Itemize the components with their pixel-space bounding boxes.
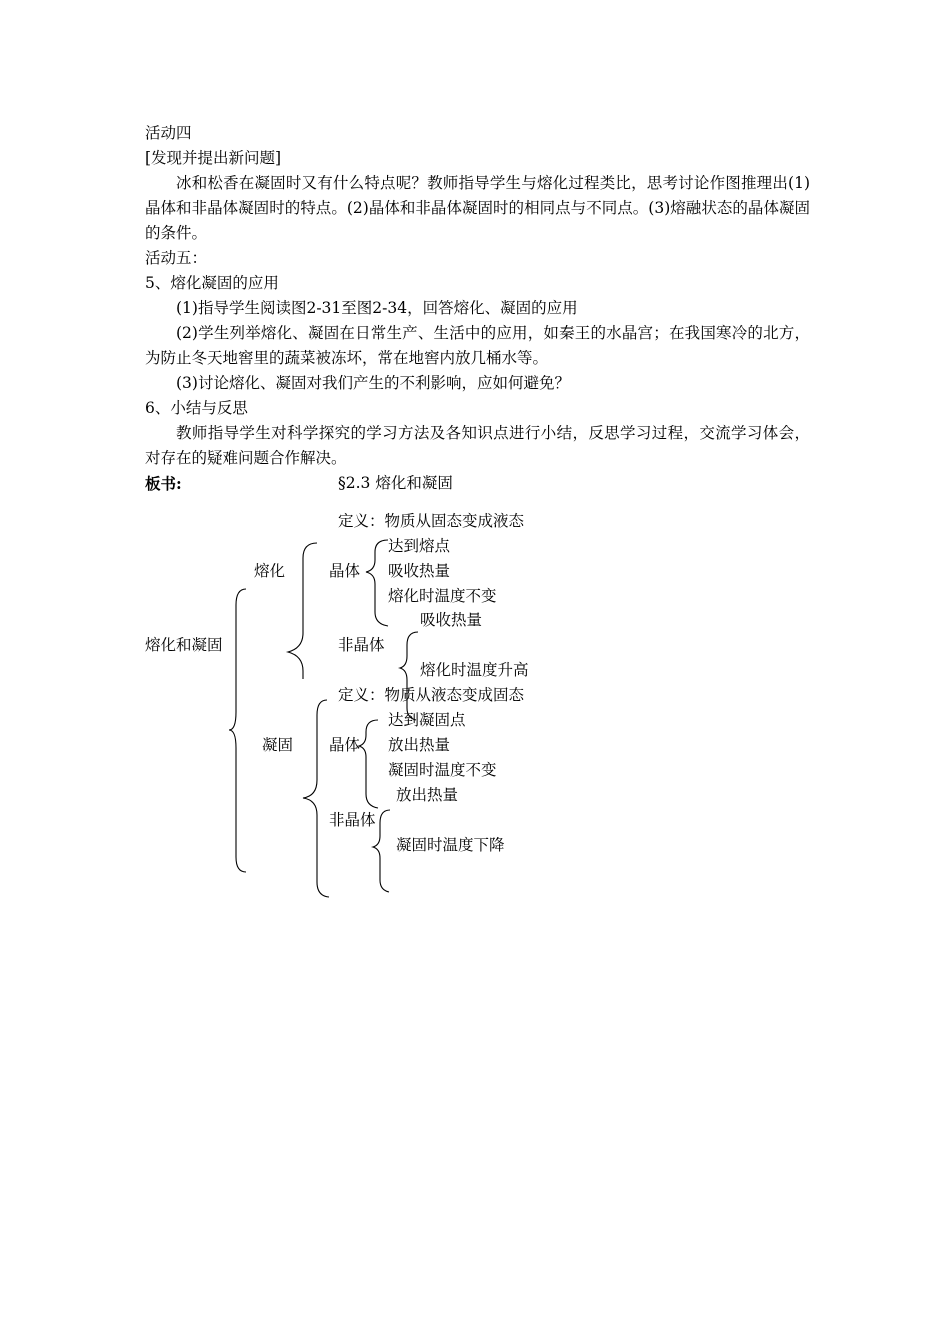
melting-label: 熔化 <box>254 562 286 580</box>
melting-amorphous-item-1: 吸收热量 <box>420 611 483 629</box>
solidifying-amorphous-item-1: 放出热量 <box>396 786 459 804</box>
solidifying-brace <box>303 700 329 897</box>
solidifying-label: 凝固 <box>262 736 294 754</box>
solidifying-crystal-item-2: 放出热量 <box>388 736 451 754</box>
section5-item-3: (3)讨论熔化、凝固对我们产生的不利影响，应如何避免？ <box>176 374 570 392</box>
solidifying-amorphous-label: 非晶体 <box>329 811 376 829</box>
solidifying-crystal-brace <box>359 720 378 808</box>
solidifying-definition: 定义：物质从液态变成固态 <box>338 686 525 704</box>
solidifying-crystal-item-3: 凝固时温度不变 <box>388 761 497 779</box>
board-root-label: 熔化和凝固 <box>145 636 223 654</box>
activity4-subheading: [发现并提出新问题] <box>145 149 282 167</box>
solidifying-amorphous-item-2: 凝固时温度下降 <box>396 836 505 854</box>
board-label: 板书: <box>145 474 182 493</box>
melting-amorphous-item-2: 熔化时温度升高 <box>420 661 529 679</box>
board-title: §2.3 熔化和凝固 <box>338 474 453 492</box>
activity4-heading: 活动四 <box>145 124 192 142</box>
melting-crystal-item-1: 达到熔点 <box>388 537 451 555</box>
solidifying-crystal-label: 晶体 <box>329 736 361 754</box>
section5-item-1: (1)指导学生阅读图2-31至图2-34，回答熔化、凝固的应用 <box>176 299 578 317</box>
activity5-heading: 活动五： <box>145 249 208 267</box>
section6-text: 教师指导学生对科学探究的学习方法及各知识点进行小结，反思学习过程，交流学习体会，对存在的疑难问题合作解决。 <box>145 424 810 467</box>
solidifying-crystal-item-1: 达到凝固点 <box>388 711 466 729</box>
melting-brace <box>288 543 317 679</box>
section5-item-2: (2)学生列举熔化、凝固在日常生产、生活中的应用，如秦王的水晶宫；在我国寒冷的北方，为防止冬天地窖里的蔬菜被冻坏，常在地窖内放几桶水等。 <box>145 324 810 367</box>
melting-crystal-item-3: 熔化时温度不变 <box>388 587 497 605</box>
melting-amorphous-label: 非晶体 <box>338 636 385 654</box>
melting-definition: 定义：物质从固态变成液态 <box>338 512 525 530</box>
section5-title: 5、熔化凝固的应用 <box>145 274 279 292</box>
melting-crystal-item-2: 吸收热量 <box>388 562 451 580</box>
root-brace <box>229 589 246 872</box>
activity4-paragraph: 冰和松香在凝固时又有什么特点呢？教师指导学生与熔化过程类比，思考讨论作图推理出(1)晶体和非晶体凝固时的特点。(2)晶体和非晶体凝固时的相同点与不同点。(3)熔融状态的晶体凝固的条件。 <box>145 174 810 242</box>
melting-crystal-brace <box>366 540 388 626</box>
section6-title: 6、小结与反思 <box>145 399 248 417</box>
melting-crystal-label: 晶体 <box>329 562 361 580</box>
